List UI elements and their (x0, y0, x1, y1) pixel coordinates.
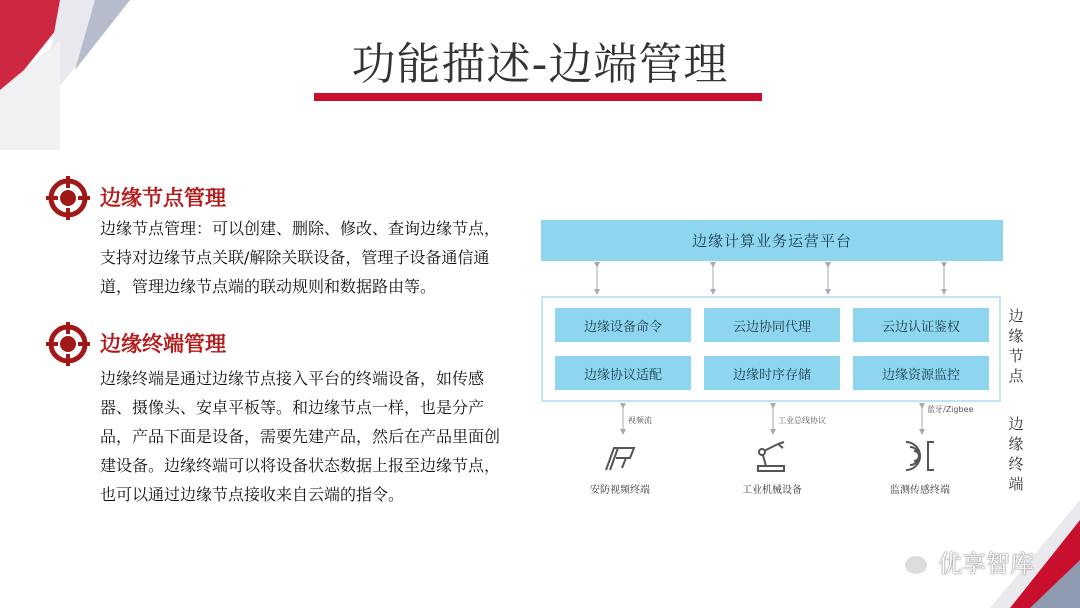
robot-arm-icon (752, 438, 792, 474)
link-label: 视频流 (628, 416, 652, 425)
side-label-edge-node: 边缘节点 (1008, 307, 1024, 385)
device-label: 监测传感终端 (890, 485, 950, 496)
side-label-edge-terminal: 边缘终端 (1008, 415, 1024, 493)
device-label: 安防视频终端 (590, 485, 650, 496)
device-label: 工业机械设备 (742, 485, 802, 496)
watermark-text: 优享智库 (938, 550, 1034, 578)
target-icon (46, 322, 90, 366)
link-label: 蓝牙/Zigbee (927, 405, 974, 414)
module-box: 边缘时序存储 (704, 356, 840, 390)
module-box: 边缘资源监控 (853, 356, 989, 390)
page-title: 功能描述-边端管理 (351, 39, 729, 90)
target-icon (46, 176, 90, 220)
module-box: 边缘协议适配 (555, 356, 691, 390)
section-body: 边缘终端是通过边缘节点接入平台的终端设备，如传感器、摄像头、安卓平板等。和边缘节点一样，也是分产品，产品下面是设备，需要先建产品，然后在产品里面创建设备。边缘终端可以将设备状态数据上报至边缘节点，也可以通过边缘节点接收来自云端的指令。 (100, 369, 501, 504)
wechat-icon (886, 544, 932, 578)
sensor-icon (900, 438, 940, 474)
camera-icon (600, 440, 640, 474)
link-label: 工业总线协议 (778, 416, 826, 425)
module-box: 边缘设备命令 (555, 308, 691, 342)
module-box: 云边认证鉴权 (853, 308, 989, 342)
section-body: 边缘节点管理：可以创建、删除、修改、查询边缘节点，支持对边缘节点关联/解除关联设备，管理子设备通信通道，管理边缘节点端的联动规则和数据路由等。 (100, 219, 501, 296)
section-heading: 边缘终端管理 (100, 332, 226, 356)
module-box: 云边协同代理 (704, 308, 840, 342)
title-underline (314, 93, 762, 101)
platform-box: 边缘计算业务运营平台 (541, 220, 1003, 261)
section-heading: 边缘节点管理 (100, 186, 226, 210)
